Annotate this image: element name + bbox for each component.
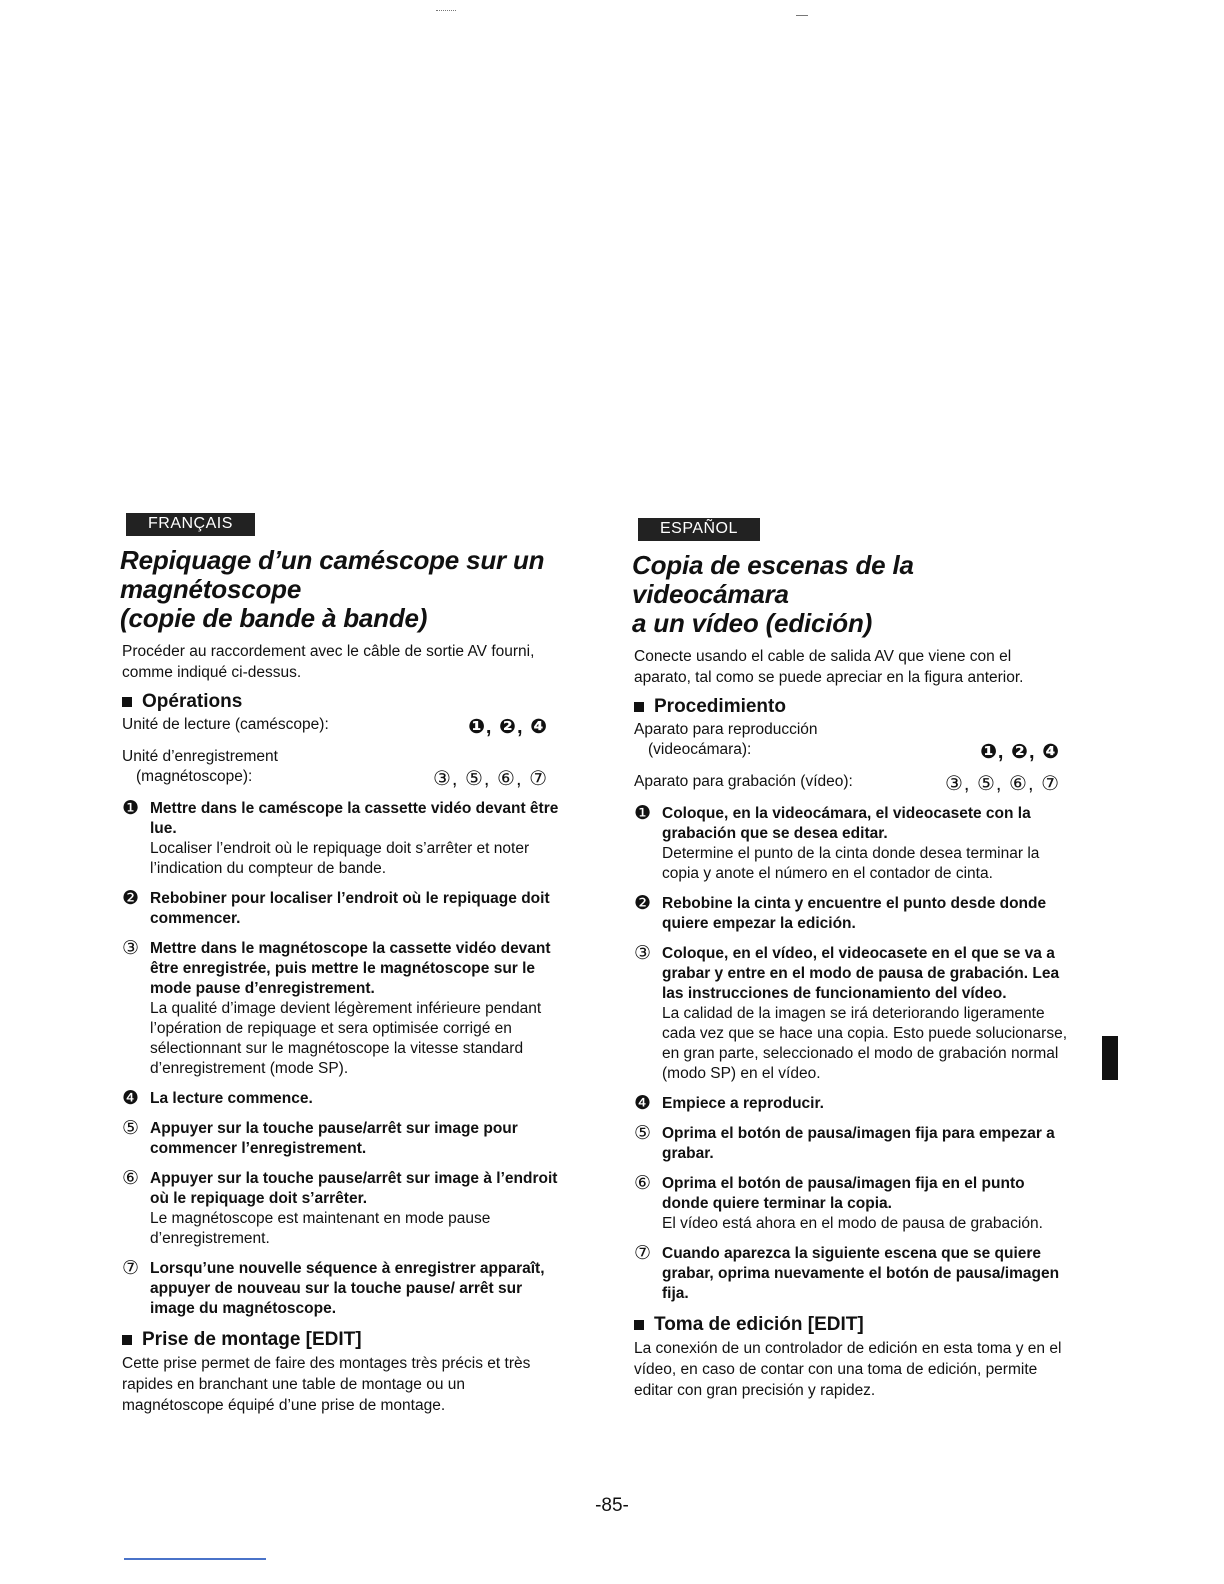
step-instruction: Coloque, en el vídeo, el videocasete en el que se va a grabar y entre en el modo de pausa de grabación. Lea las instrucciones de funcionamiento del vídeo.: [662, 945, 1060, 1002]
playback-unit-row: [122, 715, 560, 738]
step-instruction: Coloque, en la videocámara, el videocasete con la grabación que se desea editar.: [662, 805, 1031, 842]
step-6: [120, 1169, 560, 1249]
page-title-francais: [120, 546, 560, 633]
scan-mark-top-right: [796, 15, 808, 16]
step-1: [632, 804, 1072, 884]
step-instruction: Oprima el botón de pausa/imagen fija para empezar a grabar.: [662, 1125, 1055, 1162]
step-2: [632, 894, 1072, 934]
step-4: [632, 1094, 1072, 1114]
step-3: [120, 939, 560, 1079]
step-number-icon: ❷: [122, 888, 140, 909]
step-number-icon: ⑤: [122, 1118, 140, 1139]
language-tab-francais: FRANÇAIS: [126, 513, 255, 536]
step-note: Localiser l’endroit où le repiquage doit s’arrêter et noter l’indication du compteur de bande.: [150, 840, 530, 877]
step-number-icon: ❷: [634, 893, 652, 914]
language-tab-espanol: ESPAÑOL: [638, 518, 760, 541]
unit-label: Aparato para reproducción: [634, 721, 818, 738]
title-line: magnétoscope: [120, 574, 302, 604]
step-number-icon: ❹: [122, 1088, 140, 1109]
unit-label: Unité d’enregistrement: [122, 748, 278, 765]
section-edge-marker: [1102, 1036, 1118, 1080]
section-heading-operations: [122, 691, 560, 713]
step-instruction: Rebobiner pour localiser l’endroit où le repiquage doit commencer.: [150, 890, 550, 927]
intro-text: Procéder au raccordement avec le câble de sortie AV fourni, comme indiqué ci-dessus.: [122, 643, 535, 681]
step-instruction: Lorsqu’une nouvelle séquence à enregistrer apparaît, appuyer de nouveau sur la touche pause/ arrêt sur image du magnétoscope.: [150, 1260, 545, 1317]
step-instruction: Appuyer sur la touche pause/arrêt sur image pour commencer l’enregistrement.: [150, 1120, 518, 1157]
section-heading-label: Prise de montage [EDIT]: [142, 1329, 362, 1350]
step-number-icon: ⑤: [634, 1123, 652, 1144]
step-instruction: Cuando aparezca la siguiente escena que se quiere grabar, oprima nuevamente el botón de pausa/imagen fija.: [662, 1245, 1060, 1302]
step-instruction: Oprima el botón de pausa/imagen fija en el punto donde quiere terminar la copia.: [662, 1175, 1025, 1212]
unit-label-continued: (videocámara):: [648, 741, 752, 758]
edit-text: La conexión de un controlador de edición en esta toma y en el vídeo, en caso de contar con una toma de edición, permite editar con gran precisión y rapidez.: [634, 1340, 1062, 1399]
page-title-espanol: [632, 551, 1072, 638]
step-number-icon: ⑦: [634, 1243, 652, 1264]
page-number: -85-: [595, 1495, 629, 1516]
step-instruction: Rebobine la cinta y encuentre el punto desde donde quiere empezar la edición.: [662, 895, 1047, 932]
step-number-icon: ⑦: [122, 1258, 140, 1279]
step-5: [632, 1124, 1072, 1164]
step-instruction: Appuyer sur la touche pause/arrêt sur image à l’endroit où le repiquage doit s’arrêter.: [150, 1170, 558, 1207]
step-4: [120, 1089, 560, 1109]
playback-unit-row: [634, 720, 1072, 763]
title-line: Repiquage d’un caméscope sur un: [120, 545, 545, 575]
step-note: La qualité d’image devient légèrement inférieure pendant l’opération de repiquage et sera optimisée corrigé en sélectionnant sur le magnétoscope la vitesse standard d’enregistrement (mode SP).: [150, 1000, 542, 1077]
step-instruction: Mettre dans le magnétoscope la cassette vidéo devant être enregistrée, puis mettre le magnétoscope sur le mode pause d’enregistrement.: [150, 940, 551, 997]
edit-text: Cette prise permet de faire des montages très précis et très rapides en branchant une table de montage ou un magnétoscope équipé d’une prise de montage.: [122, 1355, 531, 1414]
step-number-icon: ❶: [122, 798, 140, 819]
bullet-square-icon: [122, 1335, 132, 1345]
intro-text: Conecte usando el cable de salida AV que viene con el aparato, tal como se puede apreciar en la figura anterior.: [634, 648, 1024, 686]
section-heading-label: Opérations: [142, 691, 243, 712]
title-line: a un vídeo (edición): [632, 608, 873, 638]
recording-unit-row: [634, 772, 1072, 795]
recording-unit-row: [122, 747, 560, 790]
step-refs: ③, ⑤, ⑥, ⑦: [432, 768, 548, 790]
step-note: El vídeo está ahora en el modo de pausa de grabación.: [662, 1215, 1043, 1232]
step-5: [120, 1119, 560, 1159]
section-heading-edit: [634, 1314, 1072, 1336]
step-refs: ③, ⑤, ⑥, ⑦: [944, 773, 1060, 795]
step-1: [120, 799, 560, 879]
step-instruction: Empiece a reproducir.: [662, 1095, 824, 1112]
bullet-square-icon: [634, 1320, 644, 1330]
section-heading-label: Procedimiento: [654, 696, 786, 717]
step-number-icon: ❶: [634, 803, 652, 824]
title-line: Copia de escenas de la videocámara: [632, 550, 914, 609]
bullet-square-icon: [634, 702, 644, 712]
step-note: La calidad de la imagen se irá deteriorando ligeramente cada vez que se hace una copia. Esto puede solucionarse, en gran parte, seleccionado el modo de grabación normal (modo SP) en el vídeo.: [662, 1005, 1067, 1082]
column-francais: [120, 513, 560, 1424]
unit-label-continued: (magnétoscope):: [136, 768, 253, 785]
step-6: [632, 1174, 1072, 1234]
step-number-icon: ⑥: [122, 1168, 140, 1189]
step-instruction: La lecture commence.: [150, 1090, 313, 1107]
unit-label: Aparato para grabación (vídeo):: [634, 773, 853, 790]
section-heading-edit: [122, 1329, 560, 1351]
footer-rule: [124, 1558, 266, 1560]
unit-label: Unité de lecture (caméscope):: [122, 716, 329, 733]
scan-mark-top-left: [436, 10, 456, 12]
step-number-icon: ③: [634, 943, 652, 964]
step-number-icon: ❹: [634, 1093, 652, 1114]
section-heading-label: Toma de edición [EDIT]: [654, 1314, 864, 1335]
step-7: [120, 1259, 560, 1319]
step-2: [120, 889, 560, 929]
step-note: Le magnétoscope est maintenant en mode pause d’enregistrement.: [150, 1210, 491, 1247]
step-instruction: Mettre dans le caméscope la cassette vidéo devant être lue.: [150, 800, 559, 837]
section-heading-procedimiento: [634, 696, 1072, 718]
step-number-icon: ③: [122, 938, 140, 959]
title-line: (copie de bande à bande): [120, 603, 428, 633]
bullet-square-icon: [122, 697, 132, 707]
column-espanol: [632, 518, 1072, 1409]
step-refs: ❶, ❷, ❹: [979, 741, 1060, 763]
step-3: [632, 944, 1072, 1084]
step-number-icon: ⑥: [634, 1173, 652, 1194]
step-note: Determine el punto de la cinta donde desea terminar la copia y anote el número en el contador de cinta.: [662, 845, 1040, 882]
step-7: [632, 1244, 1072, 1304]
step-refs: ❶, ❷, ❹: [467, 716, 548, 738]
